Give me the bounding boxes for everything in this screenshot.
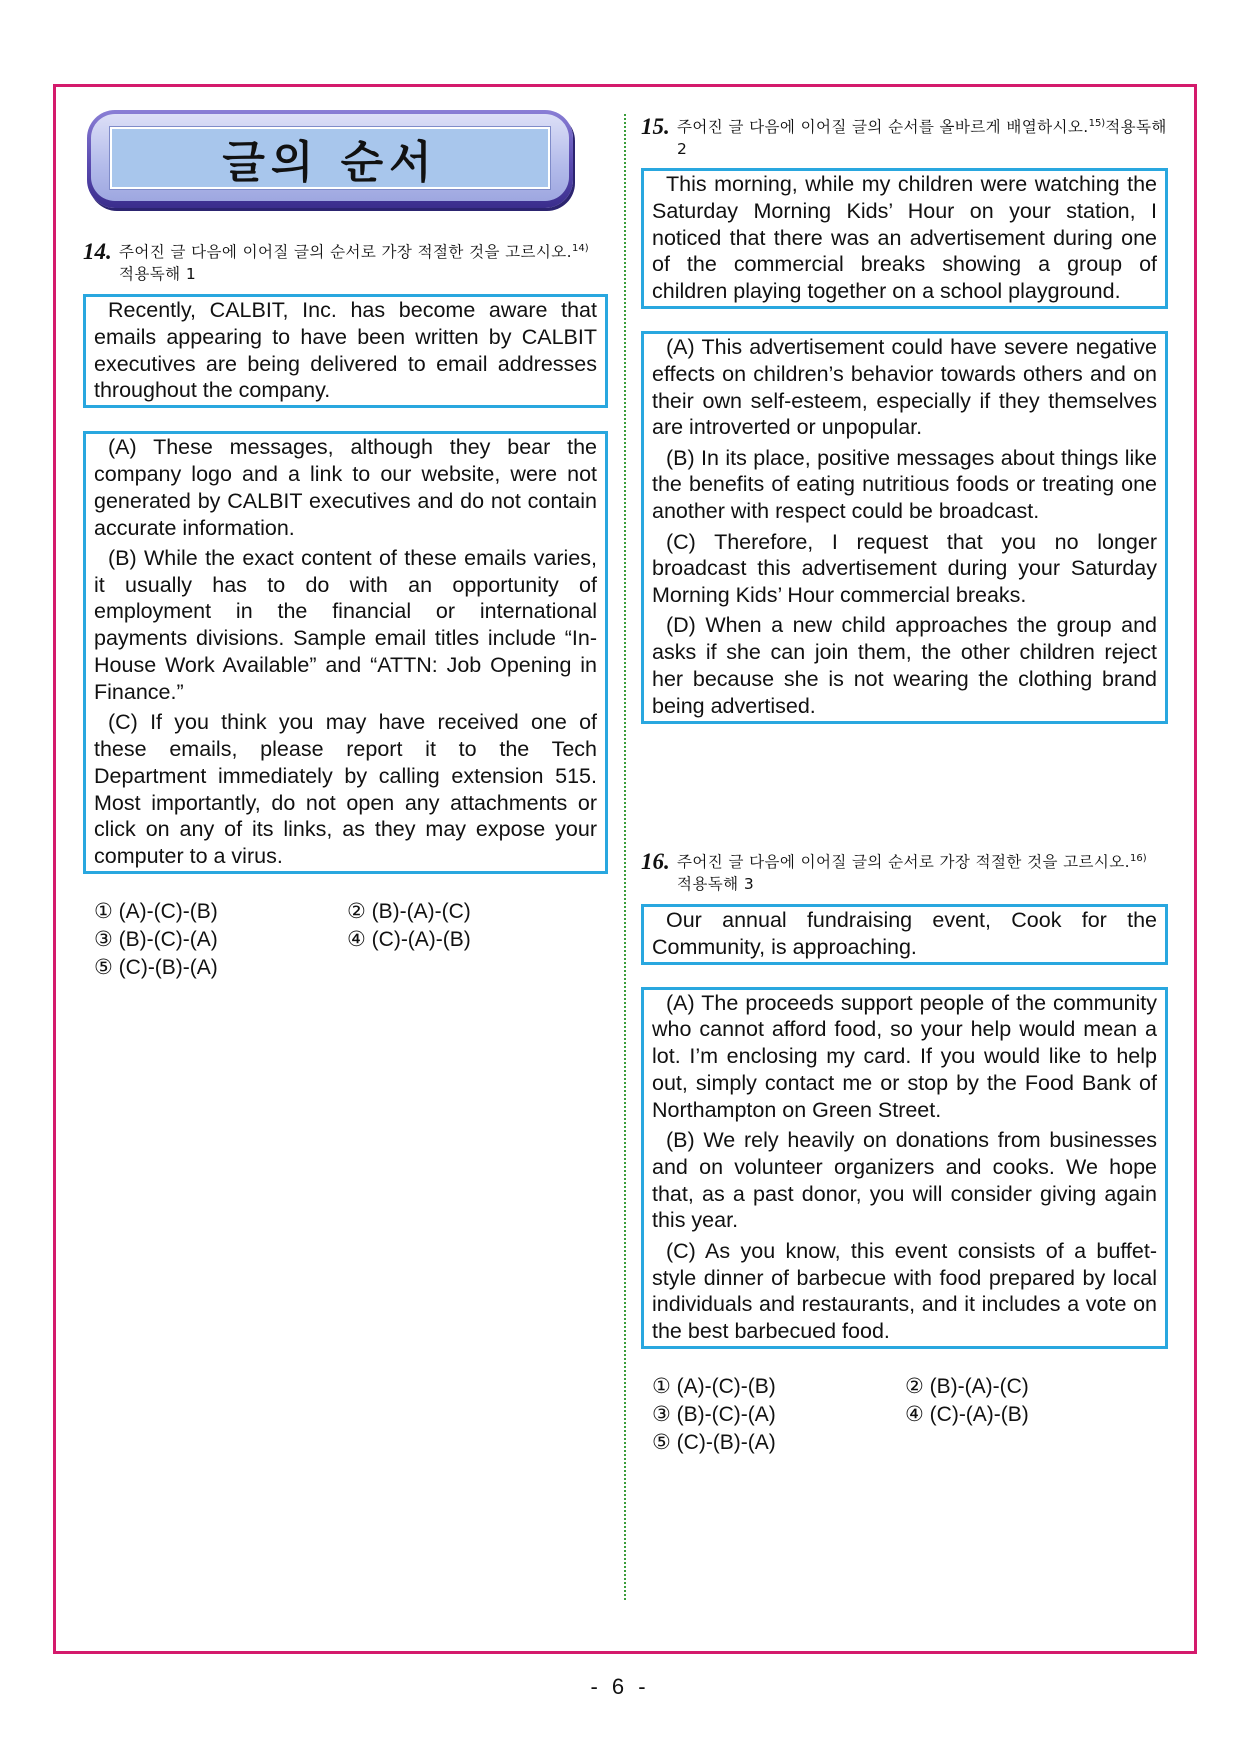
section-title-banner (87, 110, 573, 208)
choice-5: ⑤ (C)-(B)-(A) (94, 955, 218, 979)
question-15 (641, 116, 1168, 724)
question-instruction: 주어진 글 다음에 이어질 글의 순서로 가장 적절한 것을 고르시오. (677, 853, 1130, 871)
page-number: - 6 - (590, 1674, 650, 1699)
source-label: 적용독해 1 (119, 265, 197, 283)
choice-1: ① (A)-(C)-(B) (94, 899, 218, 923)
given-text: Recently, CALBIT, Inc. has become aware that emails appearing to have been written by CALBIT executives are being delivered to email addresses throughout the company. (94, 298, 597, 403)
question-header (641, 116, 1168, 160)
given-text: This morning, while my children were watching the Saturday Morning Kids’ Hour on your station, I noticed that there was an advertisement during one of the commercial breaks showing a group of children playing together on a school playground. (652, 172, 1157, 304)
paragraph-b: (B) We rely heavily on donations from businesses and on volunteer organizers and cooks. We hope that, as a past donor, you will consider giving again this year. (652, 1128, 1157, 1233)
question-instruction: 주어진 글 다음에 이어질 글의 순서로 가장 적절한 것을 고르시오. (119, 243, 572, 261)
question-number: 15. (641, 114, 670, 139)
paragraph-b: (B) While the exact content of these emails varies, it usually has to do with an opportunity of employment in the financial or international payments divisions. Sample email titles include “In-House Work Available” and “ATTN: Job Opening in Finance.” (94, 545, 597, 704)
question-header (83, 241, 608, 285)
paragraphs-box (641, 331, 1168, 724)
given-text-box (83, 294, 608, 408)
banner-band (91, 114, 569, 201)
section-title: 글의 순서 (222, 137, 438, 188)
source-label: 적용독해 3 (677, 875, 755, 893)
paragraph-a: (A) The proceeds support people of the community who cannot afford food, so your help would mean a lot. I’m enclosing my card. If you would like to help out, simply contact me or stop by the Food Bank of Northampton on Green Street. (652, 990, 1157, 1122)
question-number: 16. (641, 849, 670, 874)
footnote-marker: 16) (1129, 853, 1147, 864)
answer-choices (83, 898, 608, 982)
question-instruction: 주어진 글 다음에 이어질 글의 순서를 올바르게 배열하시오. (677, 118, 1089, 136)
choice-4: ④ (C)-(A)-(B) (347, 927, 471, 951)
paragraphs-box (83, 431, 608, 874)
choice-4: ④ (C)-(A)-(B) (905, 1402, 1029, 1426)
paragraph-c: (C) Therefore, I request that you no longer broadcast this advertisement during your Saturday Morning Kids’ Hour commercial breaks. (652, 529, 1157, 608)
choice-3: ③ (B)-(C)-(A) (652, 1402, 776, 1426)
paragraph-a: (A) This advertisement could have severe negative effects on children’s behavior towards others and on their own self-esteem, especially if they themselves are introverted or unpopular. (652, 334, 1157, 440)
source-label: 적용독해 2 (677, 118, 1167, 158)
paragraph-c: (C) If you think you may have received one of these emails, please report it to the Tech Department immediately by calling extension 515. Most importantly, do not open any attachments or click on any of its links, as they may expose your computer to a virus. (94, 710, 597, 869)
footnote-marker: 15) (1088, 118, 1106, 129)
question-14 (83, 241, 608, 982)
given-text: Our annual fundraising event, Cook for the Community, is approaching. (652, 908, 1157, 959)
question-header (641, 851, 1168, 895)
paragraph-c: (C) As you know, this event consists of a buffet-style dinner of barbecue with food prepared by local individuals and restaurants, and it includes a vote on the best barbecued food. (652, 1238, 1157, 1344)
paragraph-d: (D) When a new child approaches the group and asks if she can join them, the other children reject her because she is not wearing the clothing brand being advertised. (652, 613, 1157, 718)
choice-5: ⑤ (C)-(B)-(A) (652, 1430, 776, 1454)
banner-inner (110, 127, 550, 189)
question-instruction-block (119, 241, 608, 285)
footnote-marker: 14) (571, 243, 589, 254)
choice-1: ① (A)-(C)-(B) (652, 1374, 776, 1398)
paragraph-b: (B) In its place, positive messages about things like the benefits of eating nutritious foods or treating one another with respect could be broadcast. (652, 445, 1157, 524)
choice-2: ② (B)-(A)-(C) (905, 1374, 1029, 1398)
question-number: 14. (83, 239, 112, 264)
question-instruction-block (677, 851, 1168, 895)
question-16 (641, 851, 1168, 1457)
given-text-box (641, 168, 1168, 309)
question-instruction-block (677, 116, 1168, 160)
choice-3: ③ (B)-(C)-(A) (94, 927, 218, 951)
choice-2: ② (B)-(A)-(C) (347, 899, 471, 923)
paragraph-a: (A) These messages, although they bear the company logo and a link to our website, were not generated by CALBIT executives and do not contain accurate information. (94, 435, 597, 540)
given-text-box (641, 904, 1168, 965)
paragraphs-box (641, 987, 1168, 1349)
column-divider (624, 114, 626, 1600)
answer-choices (641, 1373, 1168, 1457)
